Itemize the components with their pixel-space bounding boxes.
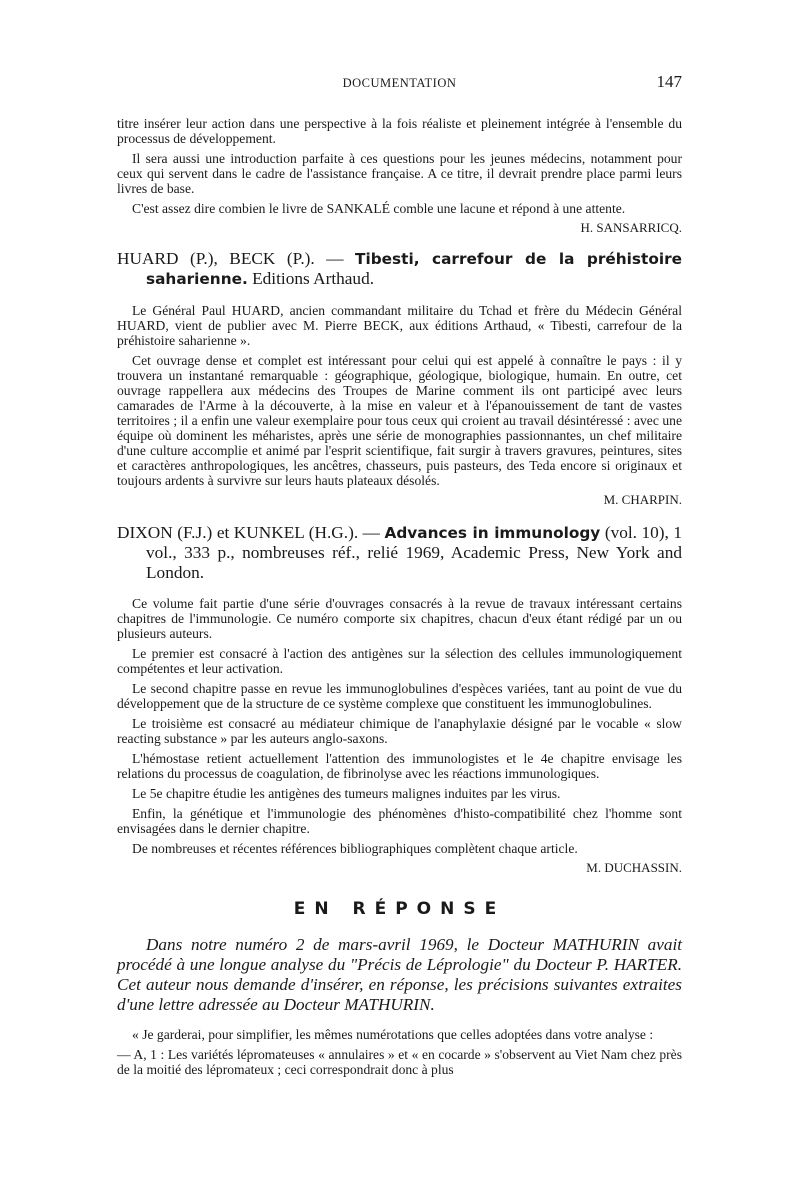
paragraph: Le troisième est consacré au médiateur chimique de l'anaphylaxie désigné par le vocable « slow reacting substance » par les auteurs anglo-saxons. [117,716,682,746]
paragraph: — A, 1 : Les variétés lépromateuses « annulaires » et « en cocarde » s'observent au Viet Nam chez près de la moitié des lépromateux ; ceci correspondrait donc à plus [117,1047,682,1077]
entry-authors: HUARD (P.), BECK (P.). — [117,249,344,268]
paragraph: Enfin, la génétique et l'immunologie des phénomènes d'histo-compatibilité chez l'homme sont envisagées dans le dernier chapitre. [117,806,682,836]
paragraph: titre insérer leur action dans une perspective à la fois réaliste et pleinement intégrée à l'ensemble du processus de développement. [117,116,682,146]
paragraph: De nombreuses et récentes références bibliographiques complètent chaque article. [132,841,578,856]
paragraph: Cet ouvrage dense et complet est intéressant pour celui qui est appelé à connaître le pays : il y trouvera un instantané remarquable : géographique, géologique, biologique, humain. En outre, cet ouvrage rappellera aux médecins des Troupes de Marine comment ils ont participé avec leurs camarades de l'Arme à la découverte, à la mise en valeur et à l'épanouissement de tant de vastes territoires ; il a enfin une valeur exemplaire pour tous ceux qui croient au travail désintéressé : avec une équipe où dominent les méharistes, après une série de monographies passionnantes, un chef militaire d'une culture accomplie et animé par l'esprit scientifique, fait surgir à travers gravures, peintures, sites et caractères anthropologiques, les ancêtres, chasseurs, puis pasteurs, des Teda encore si originaux et toujours ardents à survivre sur leurs hauts plateaux désolés. [117,353,682,488]
entry-authors: DIXON (F.J.) et KUNKEL (H.G.). — [117,523,380,542]
paragraph: C'est assez dire combien le livre de SANKALÉ comble une lacune et répond à une attente. [132,201,626,216]
page-number: 147 [656,72,682,91]
page-header [117,70,682,92]
entry-title: Advances in immunology [384,524,601,542]
review-tibesti [117,249,682,507]
page [117,70,682,1077]
signature: H. SANSARRICQ. [580,220,682,235]
review-immunology [117,523,682,875]
paragraph: « Je garderai, pour simplifier, les mêmes numérotations que celles adoptées dans votre analyse : [132,1027,654,1042]
running-title: DOCUMENTATION [342,76,457,90]
review-continued [117,116,682,235]
entry-publisher: Editions Arthaud. [252,269,375,288]
section-en-reponse [117,899,682,1077]
signature: M. CHARPIN. [603,492,682,507]
section-title: EN RÉPONSE [293,899,506,919]
paragraph: Le 5e chapitre étudie les antigènes des tumeurs malignes induites par les virus. [132,786,561,801]
section-intro: Dans notre numéro 2 de mars-avril 1969, le Docteur MATHURIN avait procédé à une longue analyse du "Précis de Léprologie" du Docteur P. HARTER. Cet auteur nous demande d'insérer, en réponse, les précisions suivantes extraites d'une lettre adressée au Docteur MATHURIN. [117,935,682,1014]
paragraph: L'hémostase retient actuellement l'attention des immunologistes et le 4e chapitre envisage les relations du processus de coagulation, de fibrinolyse avec les réactions immunologiques. [117,751,682,781]
signature: M. DUCHASSIN. [586,860,682,875]
paragraph: Le second chapitre passe en revue les immunoglobulines d'espèces variées, tant au point de vue du développement que de la structure de ce système complexe que constituent les immunoglobulines. [117,681,682,711]
bibliographic-entry [117,523,682,583]
entry-details: (vol. 10), 1 vol., 333 p., nombreuses réf., relié 1969, Academic Press, New York and London. [146,523,683,582]
paragraph: Ce volume fait partie d'une série d'ouvrages consacrés à la revue de travaux intéressant certains chapitres de l'immunologie. Ce numéro comporte six chapitres, chacun d'eux étant rédigé par un ou plusieurs auteurs. [117,596,682,641]
paragraph: Le Général Paul HUARD, ancien commandant militaire du Tchad et frère du Médecin Général HUARD, vient de publier avec M. Pierre BECK, aux éditions Arthaud, « Tibesti, carrefour de la préhistoire saharienne ». [117,303,682,348]
paragraph: Il sera aussi une introduction parfaite à ces questions pour les jeunes médecins, notamment pour ceux qui servent dans le cadre de l'assistance française. A ce titre, il devrait prendre place parmi leurs livres de base. [117,151,682,196]
bibliographic-entry [117,249,682,289]
paragraph: Le premier est consacré à l'action des antigènes sur la sélection des cellules immunologiquement compétentes et leur activation. [117,646,682,676]
entry-title: Tibesti, carrefour de la préhistoire saharienne. [146,250,682,288]
